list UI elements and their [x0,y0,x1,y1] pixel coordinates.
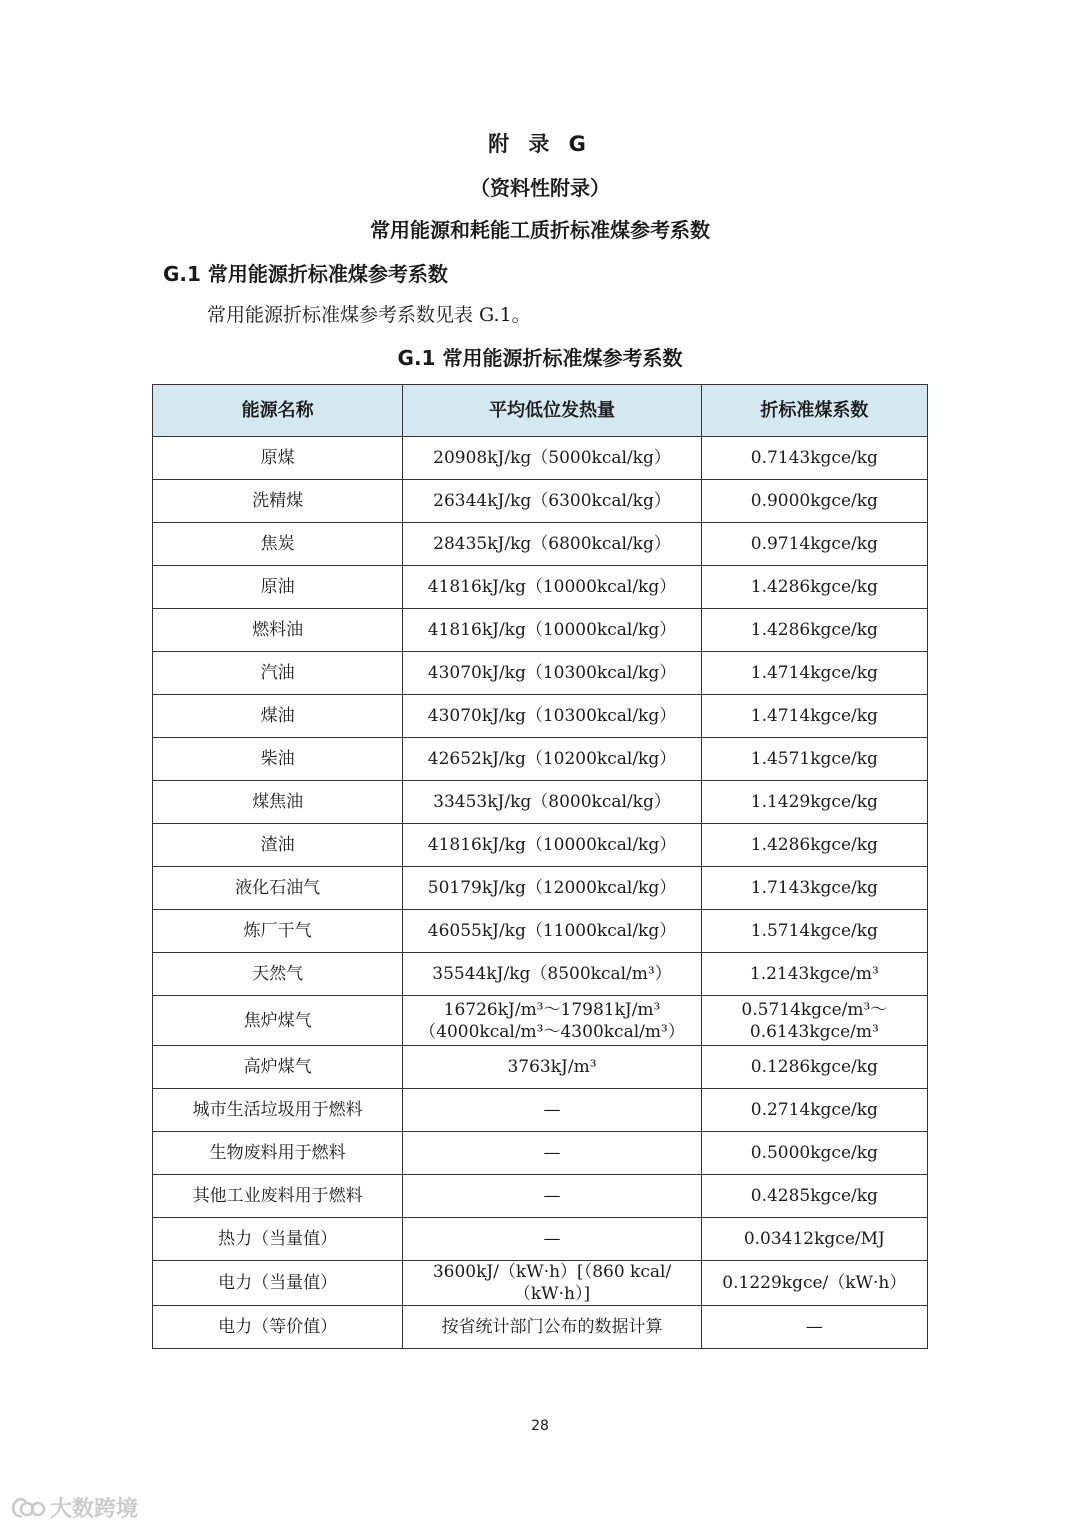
cell-energy-name: 汽油 [153,652,403,695]
cell-energy-name: 焦炉煤气 [153,996,403,1046]
cell-coefficient: — [701,1306,927,1349]
table-row [153,523,928,566]
cell-heat-line: （4000kcal/m³～4300kcal/m³） [419,1021,685,1042]
cell-coefficient: 1.4286kgce/kg [701,824,927,867]
cell-coefficient: 0.1286kgce/kg [701,1046,927,1089]
cell-coefficient: 0.9000kgce/kg [701,480,927,523]
cell-coefficient: 1.5714kgce/kg [701,910,927,953]
cell-coefficient: 1.2143kgce/m³ [701,953,927,996]
cell-heat-value: 41816kJ/kg（10000kcal/kg） [403,609,701,652]
cell-heat-line: 16726kJ/m³～17981kJ/m³ [443,999,661,1020]
cell-energy-name: 其他工业废料用于燃料 [153,1175,403,1218]
table-row [153,695,928,738]
table-row [153,867,928,910]
cell-energy-name: 燃料油 [153,609,403,652]
cell-energy-name: 原油 [153,566,403,609]
cell-heat-value: 20908kJ/kg（5000kcal/kg） [403,437,701,480]
cell-coefficient: 0.4285kgce/kg [701,1175,927,1218]
cell-energy-name: 柴油 [153,738,403,781]
cell-heat-value: 26344kJ/kg（6300kcal/kg） [403,480,701,523]
header-heat-value: 平均低位发热量 [403,385,701,437]
cell-energy-name: 城市生活垃圾用于燃料 [153,1089,403,1132]
cell-coefficient: 0.7143kgce/kg [701,437,927,480]
table-caption: G.1 常用能源折标准煤参考系数 [397,346,683,370]
table-row [153,652,928,695]
header-energy-name: 能源名称 [153,385,403,437]
cell-energy-name: 焦炭 [153,523,403,566]
cell-heat-value: 33453kJ/kg（8000kcal/kg） [403,781,701,824]
cell-heat-value: 43070kJ/kg（10300kcal/kg） [403,652,701,695]
cell-energy-name: 煤油 [153,695,403,738]
cell-coefficient: 0.03412kgce/MJ [701,1218,927,1261]
table-row [153,566,928,609]
cell-heat-value: 35544kJ/kg（8500kcal/m³） [403,953,701,996]
cell-coefficient: 1.7143kgce/kg [701,867,927,910]
cell-heat-value: 3763kJ/m³ [403,1046,701,1089]
cell-coefficient: 1.4286kgce/kg [701,566,927,609]
cell-coefficient: 0.1229kgce/（kW·h） [701,1261,927,1306]
cell-energy-name: 电力（当量值） [153,1261,403,1306]
table-row [153,738,928,781]
cell-heat-value: 43070kJ/kg（10300kcal/kg） [403,695,701,738]
cell-heat-value: 按省统计部门公布的数据计算 [403,1306,701,1349]
brand-logo-icon [10,1495,46,1521]
table-row [153,781,928,824]
cell-heat-value: 46055kJ/kg（11000kcal/kg） [403,910,701,953]
cell-energy-name: 洗精煤 [153,480,403,523]
cell-coefficient: 1.4571kgce/kg [701,738,927,781]
section-heading: G.1 常用能源折标准煤参考系数 [163,262,448,286]
cell-coefficient-line: 0.5714kgce/m³～ [741,999,888,1020]
cell-coefficient: 1.1429kgce/kg [701,781,927,824]
table-row [153,437,928,480]
page-number: 28 [531,1418,549,1434]
cell-energy-name: 炼厂干气 [153,910,403,953]
cell-energy-name: 生物废料用于燃料 [153,1132,403,1175]
coefficient-table [152,384,928,1349]
table-row [153,1046,928,1089]
cell-coefficient: 0.5000kgce/kg [701,1132,927,1175]
cell-energy-name: 电力（等价值） [153,1306,403,1349]
cell-energy-name: 天然气 [153,953,403,996]
watermark-text: 大数跨境 [50,1497,139,1522]
appendix-subtitle: （资料性附录） [470,176,610,200]
cell-heat-value: 41816kJ/kg（10000kcal/kg） [403,824,701,867]
cell-heat-value: 50179kJ/kg（12000kcal/kg） [403,867,701,910]
table-header-row [153,385,928,437]
cell-heat-value: 3600kJ/（kW·h）[（860 kcal/（kW·h）] [403,1261,701,1306]
cell-heat-value: — [403,1175,701,1218]
cell-coefficient-line: 0.6143kgce/m³ [749,1021,879,1042]
cell-energy-name: 液化石油气 [153,867,403,910]
table-row [153,1089,928,1132]
cell-heat-value: — [403,1218,701,1261]
cell-heat-value [403,996,701,1046]
appendix-title: 附 录 G [488,132,592,156]
table-body [153,437,928,1349]
cell-coefficient: 0.9714kgce/kg [701,523,927,566]
cell-heat-value: 42652kJ/kg（10200kcal/kg） [403,738,701,781]
cell-energy-name: 煤焦油 [153,781,403,824]
table-row [153,480,928,523]
header-coefficient: 折标准煤系数 [701,385,927,437]
cell-heat-value: — [403,1089,701,1132]
table-row [153,1175,928,1218]
cell-energy-name: 原煤 [153,437,403,480]
table-row [153,1306,928,1349]
table-row [153,1132,928,1175]
section-paragraph: 常用能源折标准煤参考系数见表 G.1。 [207,304,531,326]
cell-coefficient: 0.2714kgce/kg [701,1089,927,1132]
table-row [153,1218,928,1261]
appendix-heading: 常用能源和耗能工质折标准煤参考系数 [370,218,710,242]
table-row [153,953,928,996]
cell-heat-value: 41816kJ/kg（10000kcal/kg） [403,566,701,609]
table-row [153,824,928,867]
table-row [153,609,928,652]
cell-energy-name: 渣油 [153,824,403,867]
cell-coefficient [701,996,927,1046]
cell-coefficient: 1.4286kgce/kg [701,609,927,652]
table-row [153,1261,928,1306]
cell-coefficient: 1.4714kgce/kg [701,652,927,695]
cell-energy-name: 高炉煤气 [153,1046,403,1089]
cell-energy-name: 热力（当量值） [153,1218,403,1261]
watermark [10,1492,138,1523]
cell-coefficient: 1.4714kgce/kg [701,695,927,738]
table-row [153,910,928,953]
cell-heat-value: — [403,1132,701,1175]
table-row [153,996,928,1046]
cell-heat-value: 28435kJ/kg（6800kcal/kg） [403,523,701,566]
